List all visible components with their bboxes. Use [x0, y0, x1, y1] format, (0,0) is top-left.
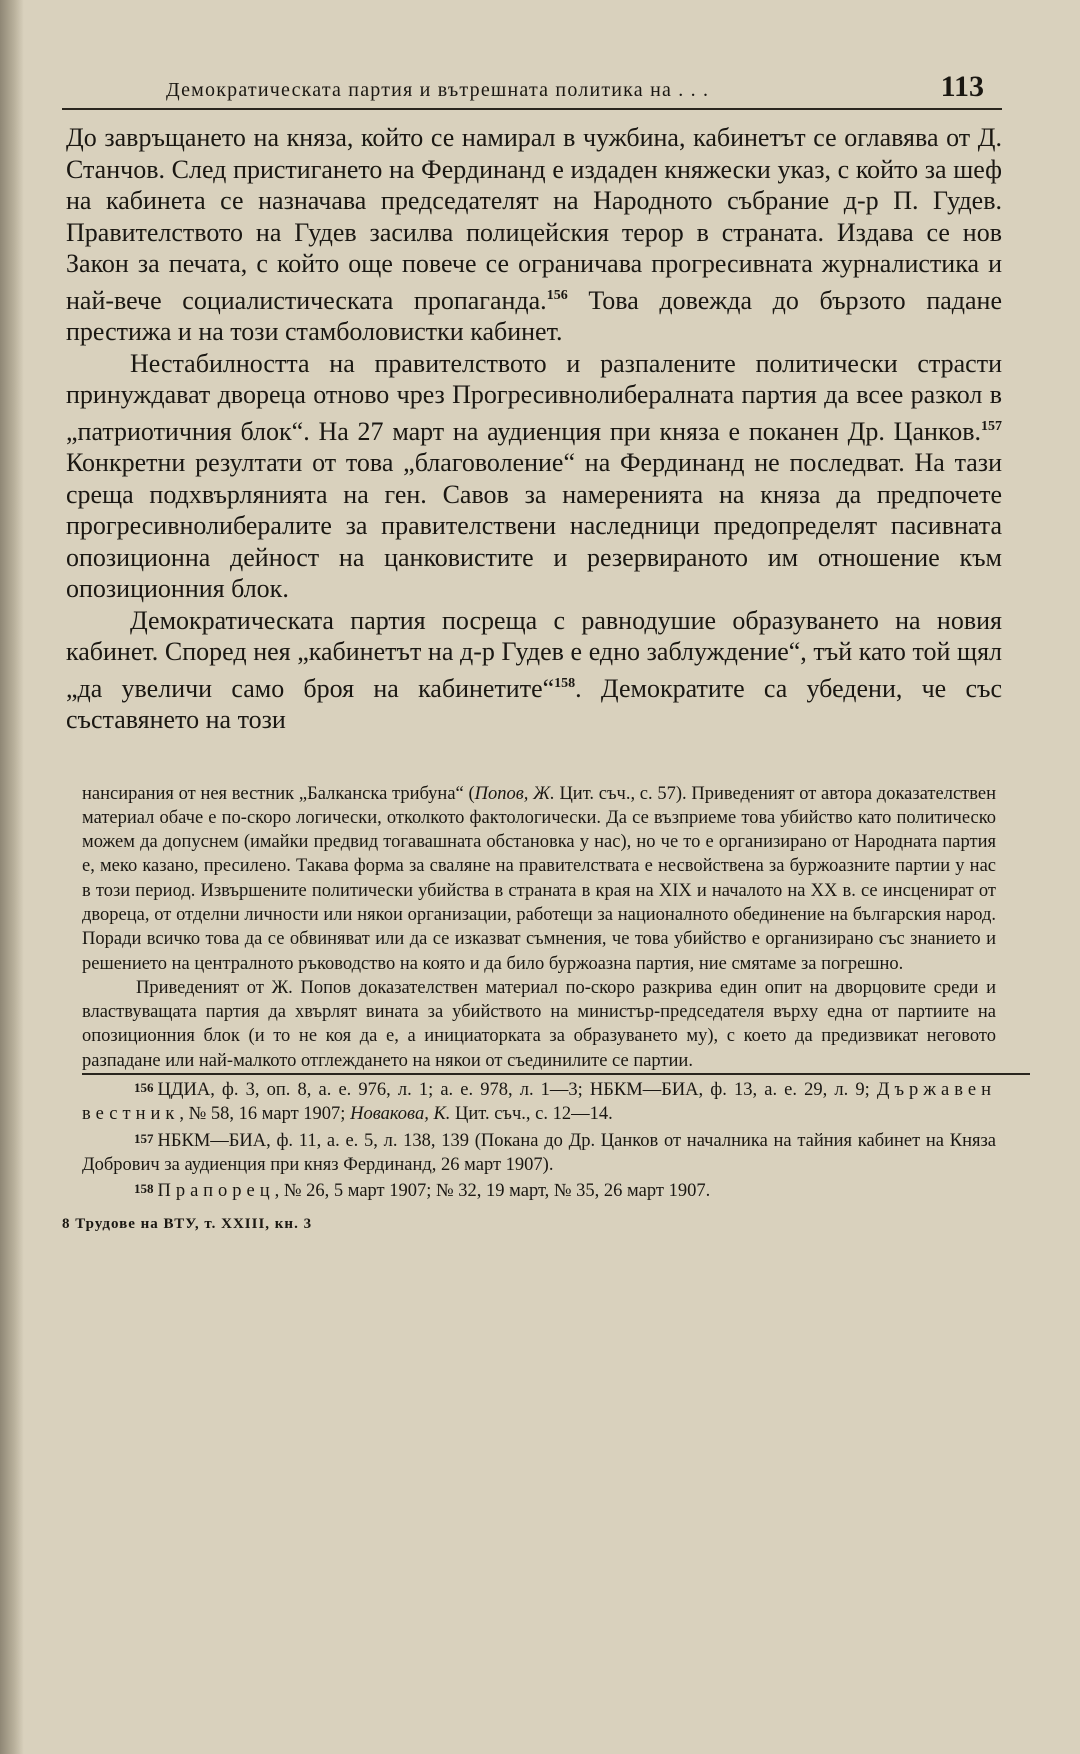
signature-imprint: 8 Трудове на ВТУ, т. XXIII, кн. 3 — [62, 1215, 313, 1232]
footnote-158: 158 Прапорец, № 26, 5 март 1907; № 32, 19 март, № 35, 26 март 1907. — [134, 1181, 711, 1202]
paragraph-2: Нестабилността на правителството и разпалените политически страсти принуждават двореца отново чрез Прогресивнолибералната партия да всее разкол в „патриотичния блок“. На 27 март на аудиенция при княза е поканен Др. Цанков.$^{157}$ Конкретни резултати от това „благоволение“ на Фердинанд не последват. На тази среща подхвърлянията на ген. Савов за намеренията на княза да предпочете прогресивнолибералите за правителствени наследници предопределят пасивната опозиционна дейност на цанковистите и резервираното им отношение към опозиционния блок. — [66, 348, 1002, 603]
footnote-ref-156: 156 — [546, 287, 568, 303]
running-head — [62, 70, 1002, 110]
book-page — [62, 70, 1002, 1720]
note-paragraph-2: Приведеният от Ж. Попов доказателствен материал по-скоро разкрива един опит на дворцовите среди и властвуващата партия да хвърлят вината за убийството на министър-председателя върху една от партиите на опозиционния блок (и то не коя да е, а инициаторката за образуването му), с което да предизвикат неговото разпадане или най-малкото отглеждането на някои от съединилите се партии. — [82, 977, 996, 1071]
paragraph-3: Демократическата партия посреща с равнодушие образуването на новия кабинет. Според нея „кабинетът на д-р Гудев е едно заблуждение“, тъй като той щял „да увеличи само броя на кабинетите“$^{158}$. Демократите са убедени, че със съставянето на този — [66, 605, 1002, 734]
footnote-157: 157 НБКМ—БИА, ф. 11, а. е. 5, л. 138, 139 (Покана до Др. Цанков от началника на тайния кабинет на Княза Добрович за аудиенция при княз Фердинанд, 26 март 1907). — [82, 1130, 996, 1175]
footnotes-continued — [62, 782, 1002, 1074]
paragraph-1: До завръщането на княза, който се намирал в чужбина, кабинетът се оглавява от Д. Станчов. След пристигането на Фердинанд е издаден княжески указ, с който за шеф на кабинета се назначава председателят на Народното събрание д-р П. Гудев. Правителството на Гудев засилва полицейския терор в страната. Издава се нов Закон за печата, с който още повече се ограничава прогресивната журналистика и най-вече социалистическата пропаганда.$^{156}$ Това довежда до бързото падане престижа и на този стамболовистки кабинет. — [66, 123, 1002, 346]
page-number: 113 — [940, 70, 984, 103]
book-binding-shadow — [0, 0, 24, 1754]
footnotes — [62, 1076, 1002, 1203]
footnote-156: 156 ЦДИА, ф. 3, оп. 8, а. е. 976, л. 1; а. е. 978, л. 1—3; НБКМ—БИА, ф. 13, а. е. 29, л. 9; Държавен вестник, № 58, 16 март 1907; Новакова, К. Цит. съч., с. 12—14. — [82, 1080, 996, 1125]
main-text — [62, 122, 1002, 736]
running-title: Демократическата партия и вътрешната политика на . . . — [166, 79, 710, 101]
footnote-ref-157: 157 — [981, 418, 1002, 434]
note-continuation: нансирания от нея вестник „Балканска трибуна“ (Попов, Ж. Цит. съч., с. 57). Приведеният от автора доказателствен материал обаче е по-скоро логически, отколкото фактологически. Да се възприеме това убийство като политическо можем да допуснем (имайки предвид тогавашната обстановка у нас), но че то е организирано от Народната партия е, меко казано, пресилено. Такава форма за сваляне на правителствата е несвойствена за буржоазните партии у нас в този период. Извършените политически убийства в страната в края на XIX и началото на XX в. се инсценират от двореца, от отделни личности или някои организации, работещи за националното обединение на българския народ. Поради всичко това да се обвиняват или да се изказват съмнения, че това убийство е организирано със знанието и решението на централното ръководство на която и да било буржоазна партия, ние смятаме за погрешно. — [82, 783, 996, 974]
footnote-divider — [82, 1073, 1030, 1075]
footnote-ref-158: 158 — [554, 675, 576, 691]
